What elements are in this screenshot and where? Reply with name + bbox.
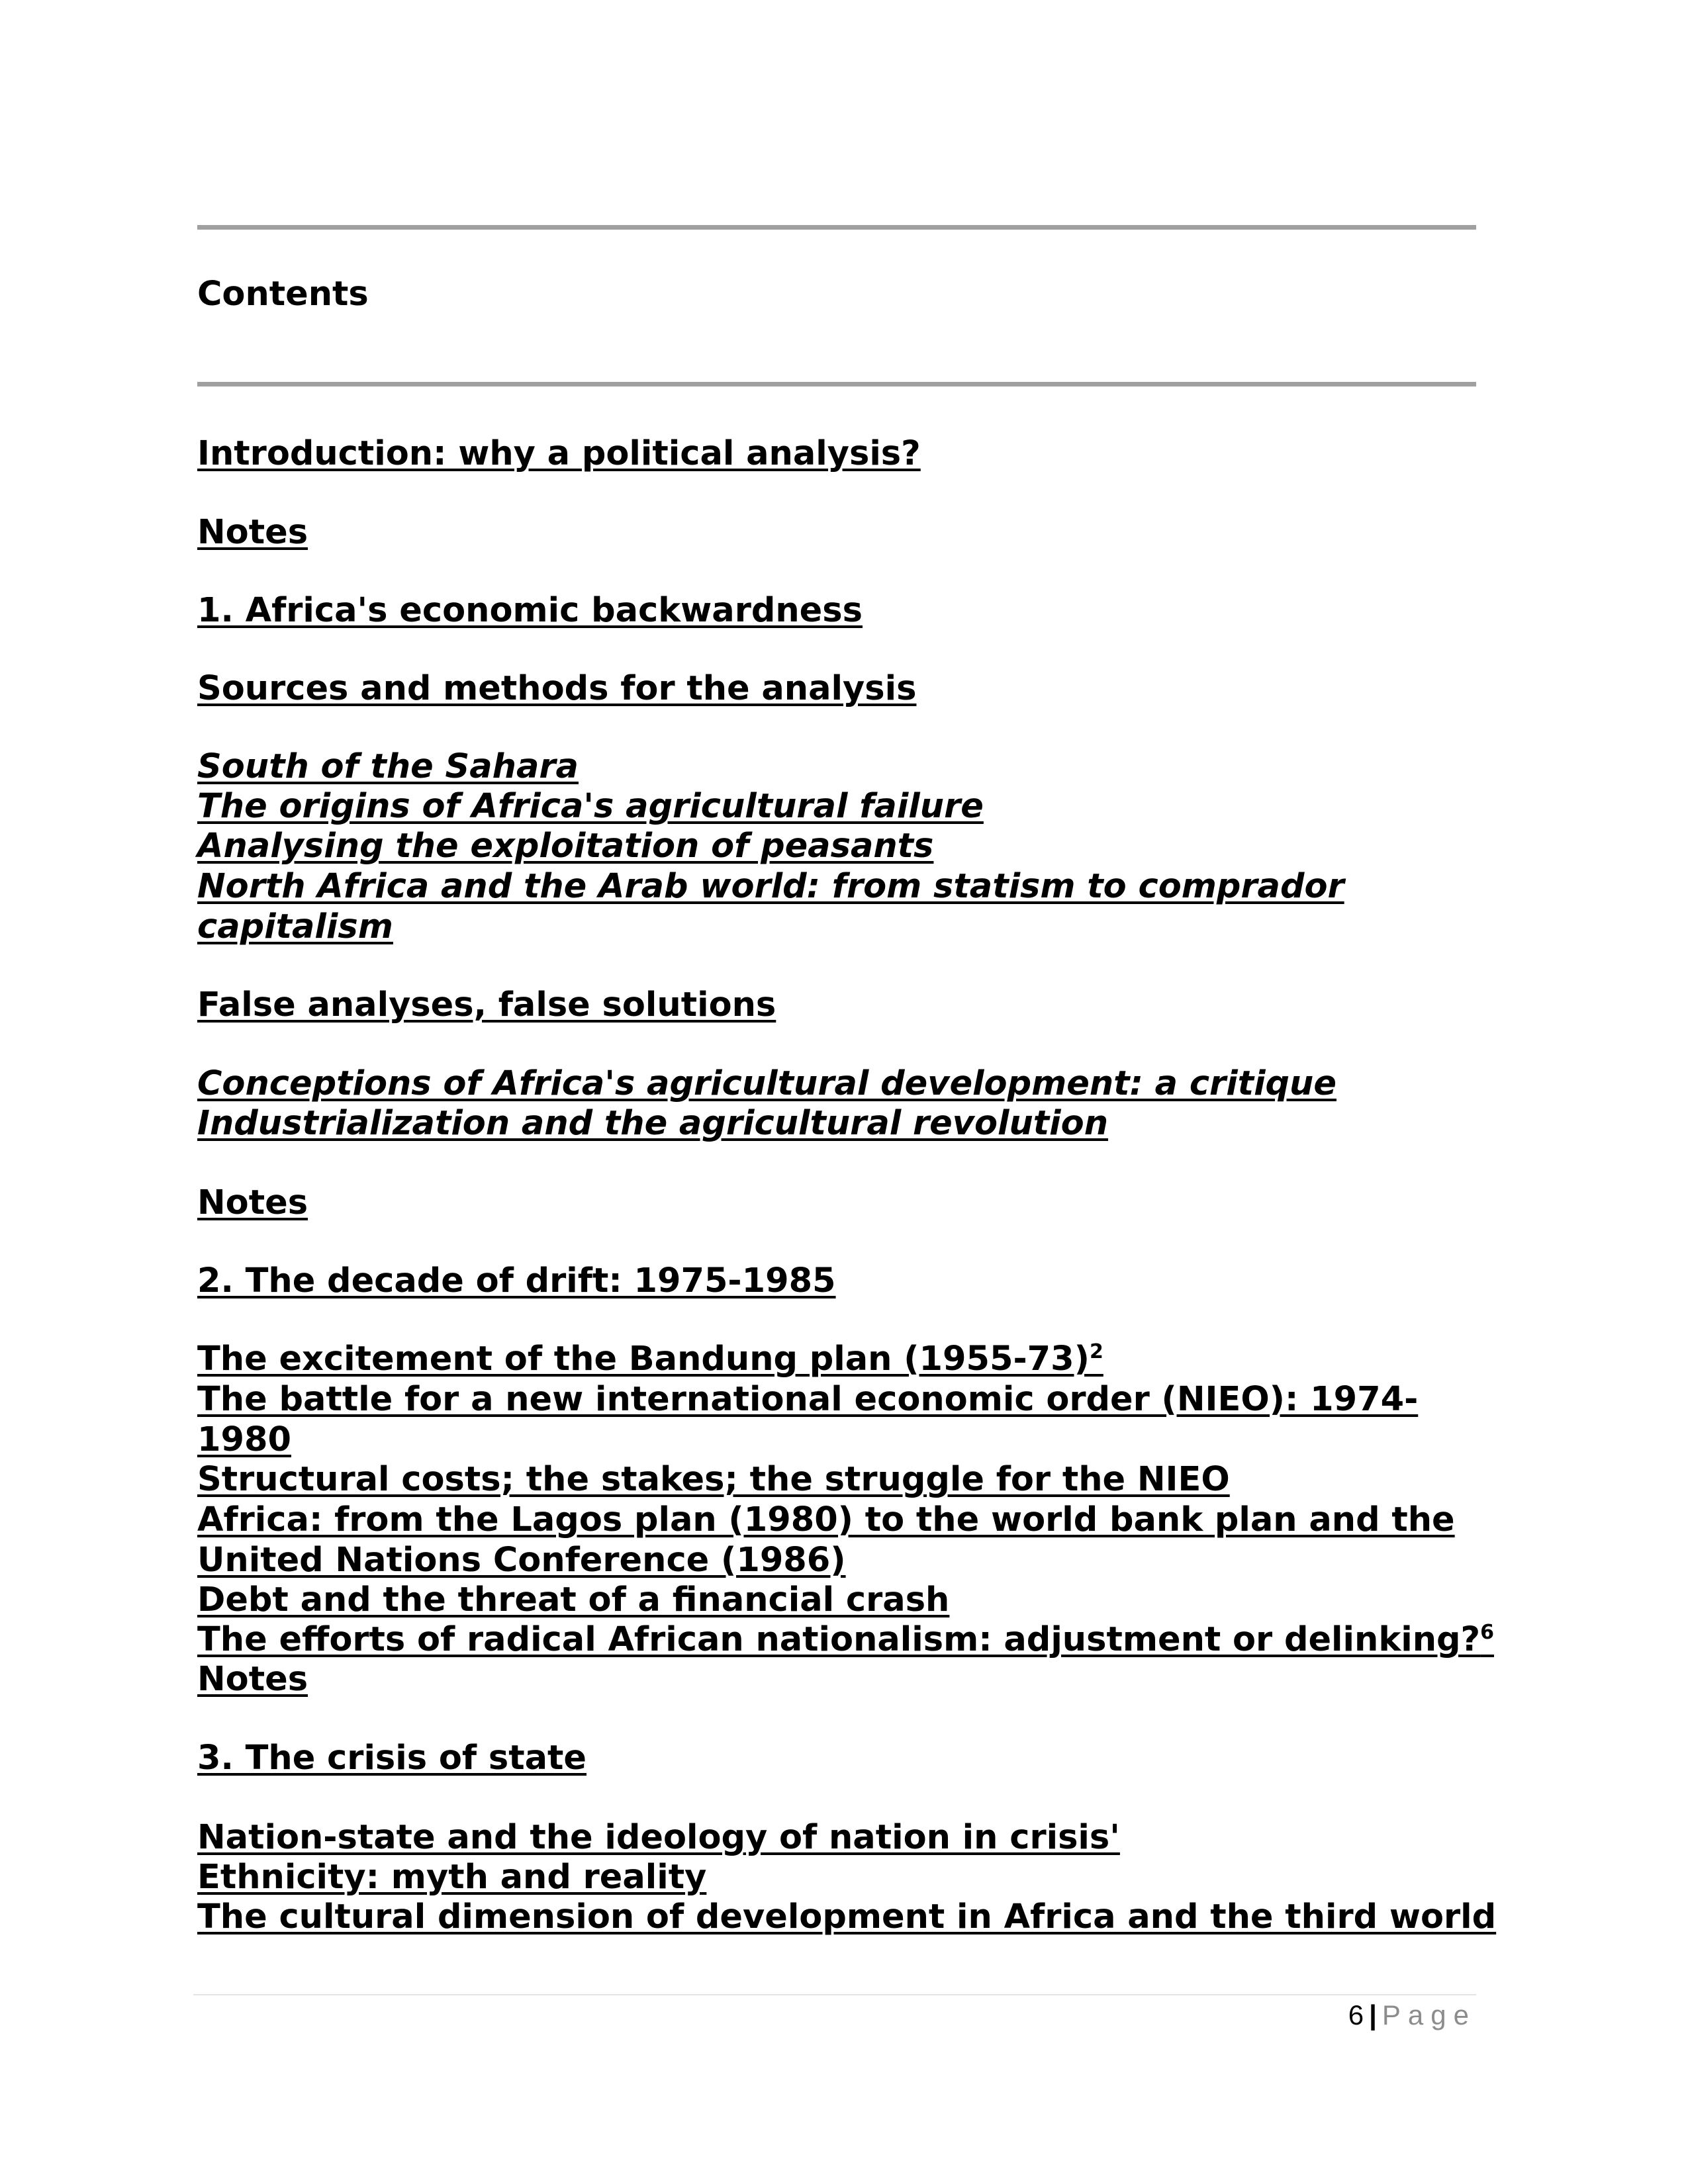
toc-link-notes[interactable]: Notes: [197, 513, 308, 552]
footnote-marker: 2: [1089, 1340, 1103, 1363]
toc-link-lagos-plan[interactable]: Africa: from the Lagos plan (1980) to the world bank plan and the United Nations Conference (1986): [197, 1500, 1455, 1580]
footnote-marker: 6: [1480, 1621, 1494, 1644]
toc-link-conceptions-critique[interactable]: Conceptions of Africa's agricultural development: a critique: [197, 1064, 1336, 1103]
toc-link-chapter-3[interactable]: 3. The crisis of state: [197, 1739, 586, 1778]
toc-link-false-analyses[interactable]: False analyses, false solutions: [197, 985, 776, 1024]
top-divider: [197, 225, 1476, 230]
toc-link-debt-crash[interactable]: Debt and the threat of a financial crash: [197, 1580, 950, 1619]
footer-divider: [193, 1994, 1476, 1995]
toc-link-north-africa[interactable]: North Africa and the Arab world: from statism to comprador capitalism: [197, 867, 1344, 946]
page-number: 6: [1348, 1999, 1364, 2030]
toc-link-ethnicity[interactable]: Ethnicity: myth and reality: [197, 1858, 707, 1897]
footer-separator: |: [1369, 1999, 1377, 2030]
toc-link-agricultural-failure[interactable]: The origins of Africa's agricultural failure: [197, 787, 984, 826]
toc-link-structural-costs[interactable]: Structural costs; the stakes; the struggle for the NIEO: [197, 1460, 1230, 1499]
page-footer: [1348, 1999, 1476, 2032]
toc-link-exploitation-peasants[interactable]: Analysing the exploitation of peasants: [197, 827, 934, 866]
contents-heading: Contents: [197, 275, 369, 314]
toc-link-introduction[interactable]: Introduction: why a political analysis?: [197, 434, 921, 473]
toc-link-cultural-dimension[interactable]: The cultural dimension of development in Africa and the third world: [197, 1897, 1497, 1936]
toc-link-chapter-2[interactable]: 2. The decade of drift: 1975-1985: [197, 1261, 836, 1300]
toc-link-south-sahara[interactable]: South of the Sahara: [197, 747, 579, 786]
toc-link-bandung-plan[interactable]: The excitement of the Bandung plan (1955-73)$^2$: [197, 1340, 1103, 1379]
toc-link-radical-nationalism[interactable]: The efforts of radical African nationalism: adjustment or delinking?$^6$: [197, 1620, 1494, 1659]
toc-link-nation-state[interactable]: Nation-state and the ideology of nation in crisis': [197, 1818, 1120, 1857]
toc-link-chapter-1[interactable]: 1. Africa's economic backwardness: [197, 591, 863, 630]
toc-link-notes[interactable]: Notes: [197, 1660, 308, 1699]
toc-link-notes[interactable]: Notes: [197, 1183, 308, 1222]
page-label: Page: [1382, 1999, 1476, 2030]
heading-divider: [197, 382, 1476, 387]
toc-link-industrialization[interactable]: Industrialization and the agricultural revolution: [197, 1104, 1109, 1143]
toc-link-sources-methods[interactable]: Sources and methods for the analysis: [197, 669, 917, 708]
toc-link-nieo-battle[interactable]: The battle for a new international economic order (NIEO): 1974-1980: [197, 1380, 1419, 1459]
